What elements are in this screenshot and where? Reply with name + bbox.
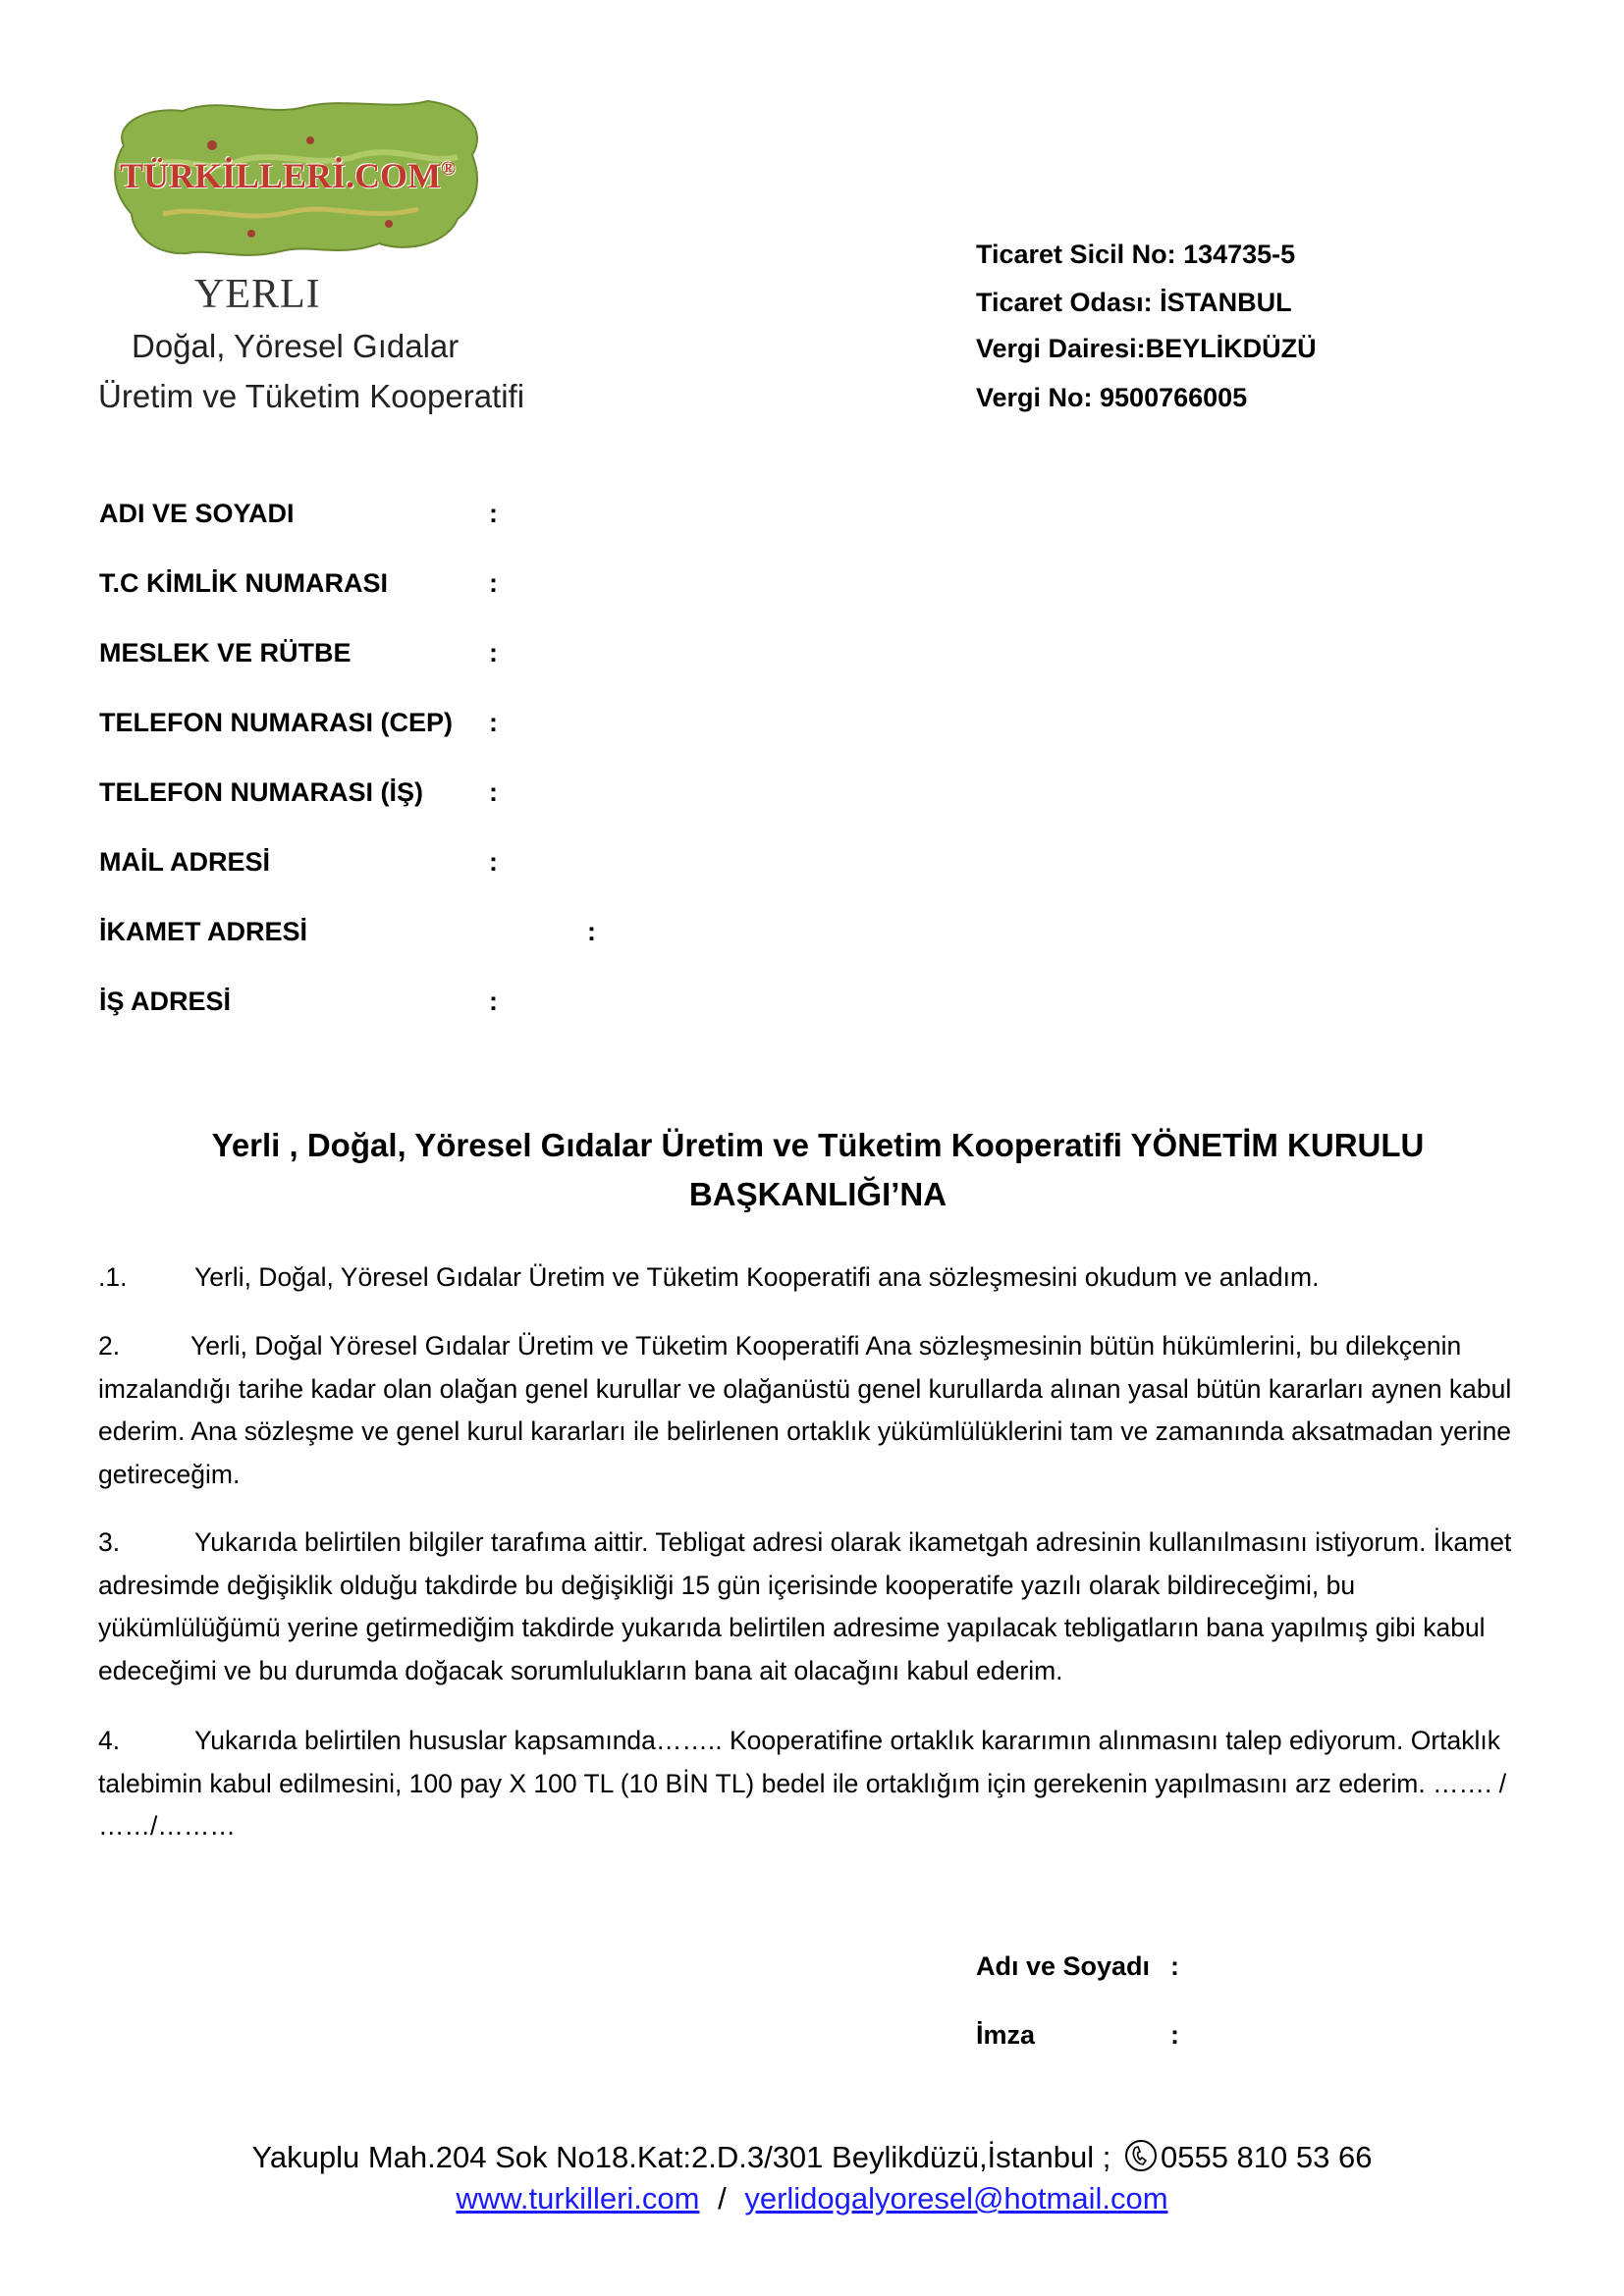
field-label-work-address: İŞ ADRESİ: [99, 987, 232, 1016]
registered-mark: ®: [441, 158, 456, 180]
field-label-work-phone: TELEFON NUMARASI (İŞ): [99, 777, 423, 807]
link-separator: /: [718, 2181, 727, 2216]
field-colon: :: [489, 638, 498, 667]
field-colon: :: [489, 987, 498, 1016]
company-logo: [94, 86, 497, 273]
logo-text: TÜRKİLLERİ.COM: [120, 156, 442, 195]
signature-name-label: Adı ve Soyadı: [976, 1951, 1151, 1981]
paragraph-text: Yerli, Doğal Yöresel Gıdalar Üretim ve Tüketim Kooperatifi Ana sözleşmesinin bütün hükümlerini, bu dilekçenin imzalandığı tarihe kadar olan olağan genel kurullar ve olağanüstü genel kurullarda alınan yasal bütün kararları aynen kabul ederim. Ana sözleşme ve genel kurul kararları ile belirlenen ortaklık yükümlülüklerini tam ve zamanında aksatmadan yerine getireceğim.: [98, 1331, 1512, 1489]
field-colon: :: [489, 847, 498, 877]
brand-title: YERLI: [194, 272, 321, 317]
footer-address-line: [0, 2138, 1624, 2181]
heading-line-1: Yerli , Doğal, Yöresel Gıdalar Üretim ve Tüketim Kooperatifi YÖNETİM KURULU: [211, 1127, 1425, 1163]
signature-sign-label: İmza: [976, 2020, 1036, 2050]
chamber-of-commerce: Ticaret Odası: İSTANBUL: [976, 288, 1292, 317]
brand-subtitle-1: Doğal, Yöresel Gıdalar: [132, 328, 460, 364]
petition-heading: [98, 1121, 1538, 1219]
signature-colon: :: [1170, 1951, 1179, 1981]
paragraph-number: .1.: [98, 1262, 128, 1292]
paragraph-3: [98, 1522, 1542, 1692]
field-colon: :: [489, 499, 498, 528]
phone-icon: [1123, 2138, 1159, 2181]
field-colon: :: [587, 917, 596, 946]
footer-address: Yakuplu Mah.204 Sok No18.Kat:2.D.3/301 Beylikdüzü,İstanbul ;: [251, 2140, 1111, 2174]
field-colon: :: [489, 568, 498, 598]
paragraph-text: Yukarıda belirtilen hususlar kapsamında…….. Kooperatifine ortaklık kararımın alınmasını talep ediyorum. Ortaklık talebimin kabul edilmesini, 100 pay X 100 TL (10 BİN TL) bedel ile ortaklığım için gerekenin yapılmasını arz ederim. ……. / ……/………: [98, 1726, 1507, 1841]
signature-colon: :: [1170, 2020, 1179, 2050]
paragraph-text: Yukarıda belirtilen bilgiler tarafıma aittir. Tebligat adresi olarak ikametgah adresinin kullanılmasını istiyorum. İkamet adresimde değişiklik olduğu takdirde bu değişikliği 15 gün içerisinde kooperatife yazılı olarak bildireceğimi, bu yükümlülüğümü yerine getirmediğim takdirde yukarıda belirtilen adresime yapılacak tebligatların bana yapılmış gibi kabul edeceğimi ve bu durumda doğacak sorumlulukların bana ait olacağını kabul ederim.: [98, 1527, 1512, 1685]
website-link[interactable]: www.turkilleri.com: [456, 2181, 700, 2216]
field-colon: :: [489, 708, 498, 737]
brand-subtitle-2: Üretim ve Tüketim Kooperatifi: [98, 378, 525, 414]
paragraph-4: [98, 1720, 1542, 1848]
paragraph-text: Yerli, Doğal, Yöresel Gıdalar Üretim ve Tüketim Kooperatifi ana sözleşmesini okudum ve anladım.: [194, 1262, 1320, 1292]
tax-number: Vergi No: 9500766005: [976, 383, 1248, 412]
field-label-email: MAİL ADRESİ: [99, 847, 271, 877]
paragraph-2: [98, 1325, 1542, 1496]
field-colon: :: [489, 777, 498, 807]
footer-phone: 0555 810 53 66: [1160, 2140, 1373, 2174]
field-label-profession: MESLEK VE RÜTBE: [99, 638, 352, 667]
paragraph-number: 4.: [98, 1726, 121, 1755]
heading-line-2: BAŞKANLIĞI’NA: [688, 1176, 947, 1212]
field-label-mobile-phone: TELEFON NUMARASI (CEP): [99, 708, 453, 737]
footer-links-line: [0, 2181, 1624, 2216]
email-link[interactable]: yerlidogalyoresel@hotmail.com: [744, 2181, 1168, 2216]
field-label-tc-id: T.C KİMLİK NUMARASI: [99, 568, 388, 598]
trade-registry-number: Ticaret Sicil No: 134735-5: [976, 240, 1296, 269]
field-label-name: ADI VE SOYADI: [99, 499, 295, 528]
field-label-home-address: İKAMET ADRESİ: [99, 917, 308, 946]
paragraph-number: 3.: [98, 1527, 121, 1557]
paragraph-number: 2.: [98, 1331, 121, 1361]
paragraph-1: [98, 1256, 1542, 1300]
tax-office: Vergi Dairesi:BEYLİKDÜZÜ: [976, 334, 1317, 363]
